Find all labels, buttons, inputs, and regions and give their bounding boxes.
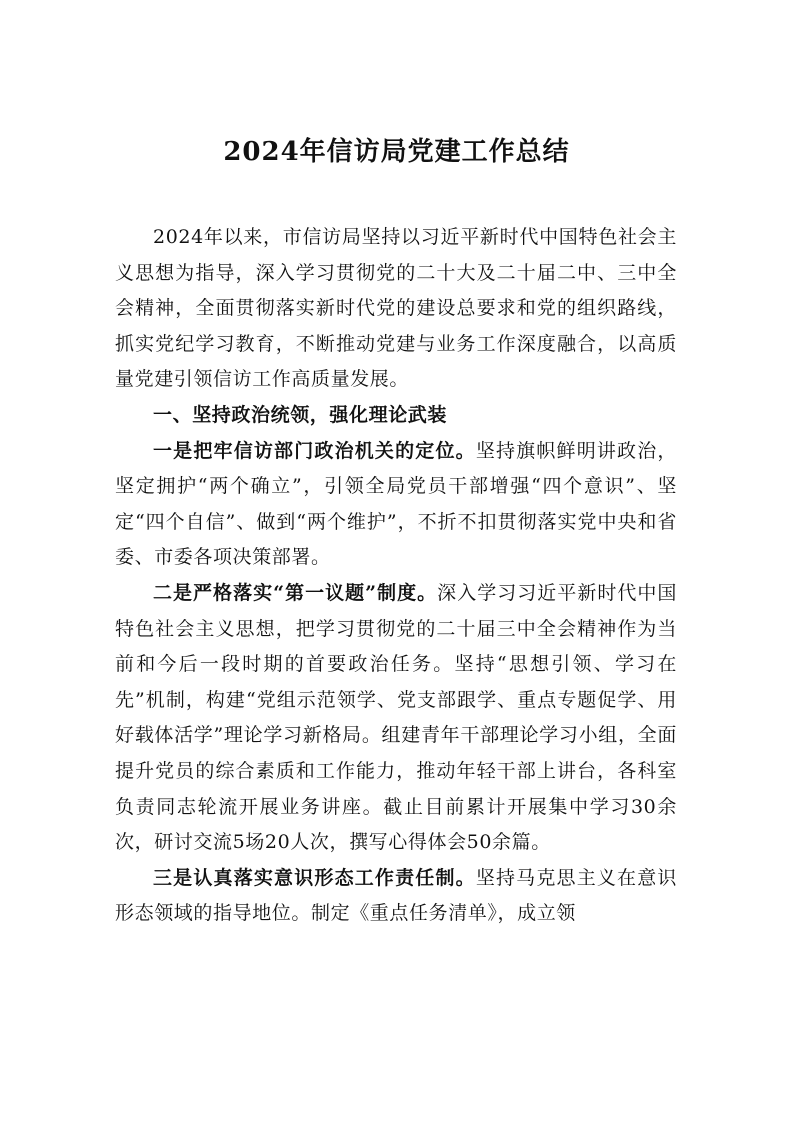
document-body	[115, 220, 677, 932]
intro-paragraph: 2024年以来，市信访局坚持以习近平新时代中国特色社会主义思想为指导，深入学习贯彻党的二十大及二十届二中、三中全会精神，全面贯彻落实新时代党的建设总要求和党的组织路线，抓实党纪学习教育，不断推动党建与业务工作深度融合，以高质量党建引领信访工作高质量发展。	[115, 226, 677, 391]
item-paragraph-1	[115, 434, 677, 576]
item-text: 坚持马克思主义在意识形态领域的指导地位。制定《重点任务清单》，成立领	[115, 866, 677, 925]
item-paragraph-2	[115, 576, 677, 861]
section-heading: 一、坚持政治统领，强化理论武装	[153, 403, 448, 426]
item-lead: 一是把牢信访部门政治机关的定位。	[153, 439, 476, 462]
item-lead: 二是严格落实“第一议题”制度。	[153, 581, 438, 604]
item-lead: 三是认真落实意识形态工作责任制。	[153, 866, 476, 889]
item-text: 深入学习习近平新时代中国特色社会主义思想，把学习贯彻党的二十届三中全会精神作为当前和今后一段时期的首要政治任务。坚持“思想引领、学习在先”机制，构建“党组示范领学、党支部跟学、重点专题促学、用好载体活学”理论学习新格局。组建青年干部理论学习小组，全面提升党员的综合素质和工作能力，推动年轻干部上讲台，各科室负责同志轮流开展业务讲座。截止目前累计开展集中学习30余次，研讨交流5场20人次，撰写心得体会50余篇。	[115, 581, 677, 854]
item-paragraph-3	[115, 861, 677, 932]
item-text: 坚持旗帜鲜明讲政治，坚定拥护“两个确立”，引领全局党员干部增强“四个意识”、坚定“四个自信”、做到“两个维护”，不折不扣贯彻落实党中央和省委、市委各项决策部署。	[115, 439, 677, 569]
document-title: 2024年信访局党建工作总结	[223, 137, 570, 167]
